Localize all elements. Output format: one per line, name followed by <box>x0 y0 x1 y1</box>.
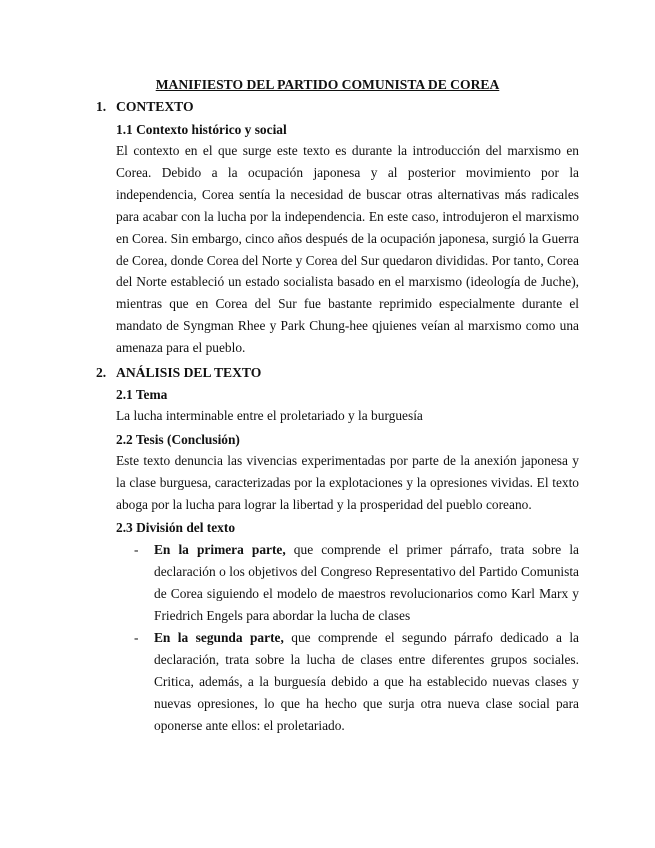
section-title: CONTEXTO <box>116 99 194 114</box>
bullet-dash: - <box>134 630 139 645</box>
list-item-segunda-parte <box>134 627 579 737</box>
section-heading-contexto <box>96 98 194 116</box>
document-title: MANIFIESTO DEL PARTIDO COMUNISTA DE COREA <box>155 77 500 92</box>
paragraph-tema: La lucha interminable entre el proletariado y la burguesía <box>116 408 423 423</box>
section-number: 2. <box>96 365 107 380</box>
bullet-lead: En la primera parte, <box>154 542 286 557</box>
subsection-heading-2-3: 2.3 División del texto <box>116 520 236 535</box>
subsection-heading-2-2: 2.2 Tesis (Conclusión) <box>116 432 240 447</box>
section-heading-analisis <box>96 364 261 382</box>
bullet-body: que comprende el segundo párrafo dedicado a la declaración, trata sobre la lucha de clases entre diferentes grupos sociales. Critica, además, a la burguesía debido a que ha establecido nuevas clases y nuevas opresiones, lo que ha hecho que surja otra nueva clase social para oponerse ante ellos: el proletariado. <box>154 630 580 733</box>
bullet-text <box>154 627 579 737</box>
paragraph-tesis: Este texto denuncia las vivencias experimentadas por parte de la anexión japonesa y la clase burguesa, caracterizadas por la explotaciones y la opresiones vividas. El texto aboga por la lucha para lograr la libertad y la prosperidad del pueblo coreano. <box>116 453 579 512</box>
bullet-lead: En la segunda parte, <box>154 630 284 645</box>
subsection-heading-2-1: 2.1 Tema <box>116 387 168 402</box>
paragraph-contexto-historico: El contexto en el que surge este texto es durante la introducción del marxismo en Corea. Debido a la ocupación japonesa y al posterior movimiento por la independencia, Corea sentía la necesidad de buscar otras alternativas más radicales para acabar con la lucha por la independencia. En este caso, introdujeron el marxismo en Corea. Sin embargo, cinco años después de la ocupación japonesa, surgió la Guerra de Corea, donde Corea del Norte y Corea del Sur quedaron divididas. Por tanto, Corea del Norte estableció un estado socialista basado en el marxismo (ideología de Juche), mientras que en Corea del Sur fue bastante reprimido especialmente durante el mandato de Syngman Rhee y Park Chung-hee qjuienes veían al marxismo como una amenaza para el pueblo. <box>116 143 579 356</box>
bullet-dash: - <box>134 542 139 557</box>
bullet-text <box>154 539 579 627</box>
bullet-body: que comprende el primer párrafo, trata sobre la declaración o los objetivos del Congreso Representativo del Partido Comunista de Corea siguiendo el modelo de maestros revolucionarios como Karl Marx y Friedrich Engels para abordar la lucha de clases <box>154 542 579 623</box>
section-number: 1. <box>96 99 107 114</box>
list-item-primera-parte <box>134 539 579 627</box>
section-title: ANÁLISIS DEL TEXTO <box>116 365 262 380</box>
subsection-heading-1-1: 1.1 Contexto histórico y social <box>116 122 287 137</box>
